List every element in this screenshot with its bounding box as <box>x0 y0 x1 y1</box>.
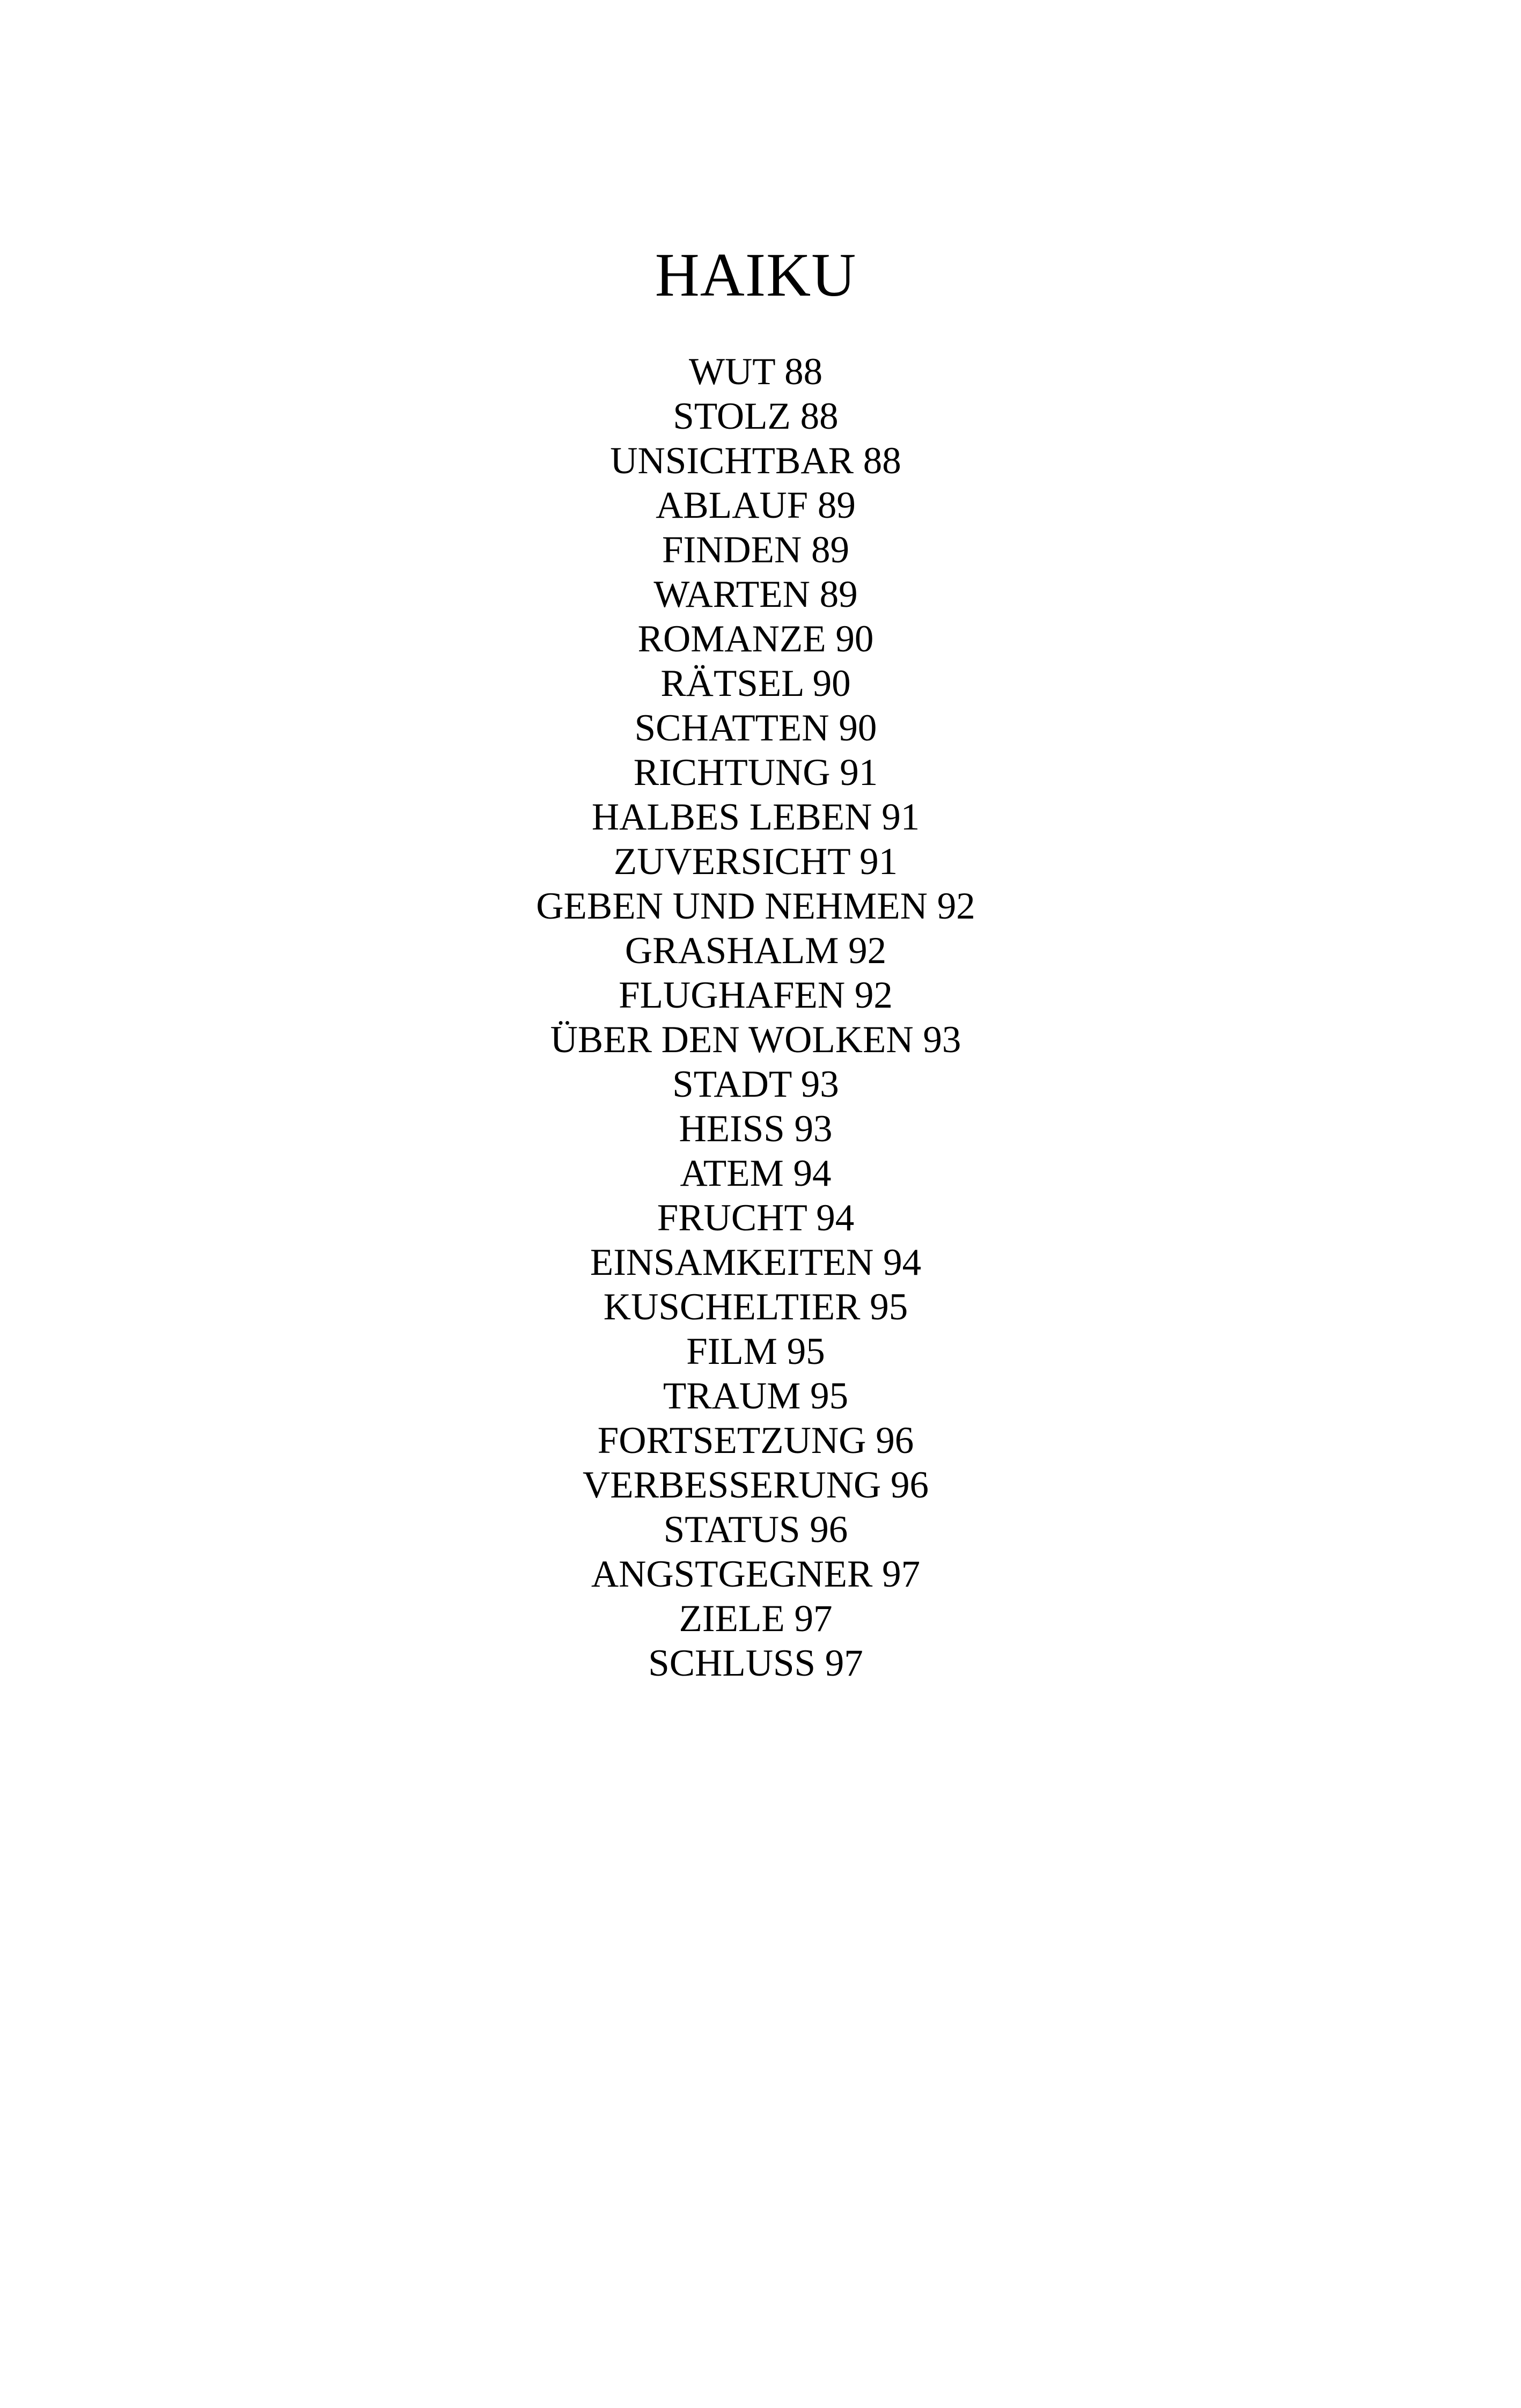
toc-entry <box>0 662 1511 706</box>
toc-entry-separator <box>785 1108 795 1150</box>
toc-entry <box>0 929 1511 973</box>
toc-entry <box>0 350 1511 394</box>
toc-entry <box>0 572 1511 617</box>
toc-entry-page-number: 97 <box>882 1553 921 1595</box>
toc-entry-separator <box>845 974 855 1016</box>
toc-entry <box>0 483 1511 528</box>
toc-entry <box>0 973 1511 1018</box>
toc-entry-page-number: 88 <box>784 351 823 393</box>
toc-entry-label: VERBESSERUNG <box>583 1464 881 1506</box>
toc-entry-separator <box>803 663 813 704</box>
toc-entry-page-number: 96 <box>810 1509 848 1551</box>
toc-entry-separator <box>800 1509 810 1551</box>
toc-entry-label: WARTEN <box>653 574 810 615</box>
toc-entry-page-number: 90 <box>812 663 851 704</box>
toc-entry-page-number: 92 <box>854 974 893 1016</box>
toc-entry-label: RICHTUNG <box>633 752 831 794</box>
toc-entry-page-number: 92 <box>937 885 975 927</box>
toc-entry-page-number: 89 <box>817 484 856 526</box>
toc-entry <box>0 1107 1511 1151</box>
toc-entry-label: FORTSETZUNG <box>597 1420 866 1462</box>
toc-entry-separator <box>808 484 818 526</box>
toc-entry <box>0 1062 1511 1107</box>
toc-entry-label: ATEM <box>680 1152 784 1194</box>
toc-entry-label: SCHATTEN <box>634 707 829 749</box>
toc-entry-page-number: 92 <box>848 930 887 972</box>
toc-entry <box>0 1463 1511 1508</box>
toc-entry-separator <box>831 752 840 794</box>
toc-entry-separator <box>775 351 784 393</box>
toc-entry-label: STOLZ <box>673 395 791 437</box>
toc-entry <box>0 528 1511 572</box>
toc-entry-separator <box>791 1063 801 1105</box>
toc-entry-separator <box>785 1598 795 1640</box>
toc-entry-page-number: 91 <box>881 796 920 838</box>
toc-entry-page-number: 93 <box>794 1108 833 1150</box>
toc-entry-separator <box>866 1420 876 1462</box>
toc-entry-separator <box>850 841 859 883</box>
toc-entry-separator <box>807 1197 817 1239</box>
toc-entry-label: GRASHALM <box>624 930 839 972</box>
toc-entry-page-number: 95 <box>870 1286 908 1328</box>
toc-entry-separator <box>810 574 820 615</box>
toc-entry-page-number: 97 <box>794 1598 833 1640</box>
toc-entry-separator <box>873 1242 883 1283</box>
toc-entry-separator <box>777 1331 787 1372</box>
toc-entry-page-number: 91 <box>840 752 878 794</box>
toc-entry-separator <box>872 1553 882 1595</box>
toc-entry-label: HALBES LEBEN <box>591 796 872 838</box>
toc-entry-page-number: 90 <box>839 707 877 749</box>
toc-entry-separator <box>872 796 881 838</box>
toc-entry-separator <box>881 1464 891 1506</box>
toc-entry-label: TRAUM <box>663 1375 801 1417</box>
toc-entry-page-number: 88 <box>863 440 901 482</box>
toc-entry-label: ÜBER DEN WOLKEN <box>550 1019 914 1061</box>
toc-entry <box>0 1419 1511 1463</box>
section-title: HAIKU <box>655 241 857 309</box>
toc-entry-page-number: 93 <box>923 1019 961 1061</box>
toc-entry <box>0 1641 1511 1686</box>
toc-entry-label: ZIELE <box>679 1598 785 1640</box>
table-of-contents <box>0 350 1511 1686</box>
toc-entry <box>0 439 1511 483</box>
toc-entry-separator <box>860 1286 870 1328</box>
toc-entry-page-number: 89 <box>811 529 850 571</box>
toc-entry-label: SCHLUSS <box>648 1642 815 1684</box>
toc-entry-page-number: 94 <box>816 1197 855 1239</box>
toc-entry-label: ROMANZE <box>637 618 826 660</box>
toc-entry-label: ZUVERSICHT <box>613 841 850 883</box>
toc-entry-page-number: 96 <box>876 1420 914 1462</box>
toc-entry <box>0 394 1511 439</box>
toc-entry <box>0 840 1511 884</box>
toc-entry-page-number: 89 <box>819 574 858 615</box>
toc-entry-page-number: 88 <box>800 395 839 437</box>
toc-entry-label: FILM <box>686 1331 777 1372</box>
toc-entry <box>0 1597 1511 1641</box>
toc-entry <box>0 1374 1511 1419</box>
toc-entry-separator <box>928 885 937 927</box>
toc-entry-page-number: 90 <box>835 618 874 660</box>
toc-entry <box>0 1285 1511 1330</box>
toc-entry-page-number: 95 <box>810 1375 849 1417</box>
toc-entry-page-number: 94 <box>883 1242 922 1283</box>
toc-entry <box>0 751 1511 795</box>
toc-entry <box>0 1240 1511 1285</box>
toc-entry-separator <box>784 1152 793 1194</box>
toc-entry-label: KUSCHELTIER <box>603 1286 861 1328</box>
toc-entry-separator <box>800 1375 810 1417</box>
toc-entry <box>0 617 1511 662</box>
toc-entry-separator <box>791 395 800 437</box>
toc-entry-label: WUT <box>688 351 775 393</box>
toc-entry-separator <box>914 1019 923 1061</box>
toc-entry-separator <box>815 1642 825 1684</box>
toc-entry <box>0 1196 1511 1240</box>
toc-entry-label: HEISS <box>679 1108 785 1150</box>
toc-entry-label: RÄTSEL <box>660 663 803 704</box>
toc-entry-label: FRUCHT <box>657 1197 807 1239</box>
toc-entry-label: FLUGHAFEN <box>619 974 846 1016</box>
toc-entry-label: STATUS <box>663 1509 800 1551</box>
toc-entry-page-number: 96 <box>891 1464 929 1506</box>
toc-entry-separator <box>826 618 836 660</box>
toc-entry-separator <box>802 529 811 571</box>
toc-entry-label: GEBEN UND NEHMEN <box>536 885 928 927</box>
toc-entry-page-number: 94 <box>793 1152 832 1194</box>
toc-entry-label: ABLAUF <box>656 484 809 526</box>
toc-entry <box>0 884 1511 929</box>
toc-entry <box>0 1330 1511 1374</box>
toc-entry-label: UNSICHTBAR <box>610 440 854 482</box>
toc-entry-page-number: 93 <box>800 1063 839 1105</box>
toc-entry-label: EINSAMKEITEN <box>590 1242 874 1283</box>
toc-entry <box>0 1151 1511 1196</box>
toc-entry-page-number: 95 <box>787 1331 825 1372</box>
toc-entry-label: STADT <box>672 1063 792 1105</box>
toc-entry <box>0 795 1511 840</box>
toc-entry <box>0 1508 1511 1552</box>
toc-entry-separator <box>854 440 863 482</box>
toc-entry-separator <box>839 930 848 972</box>
toc-entry-page-number: 91 <box>859 841 898 883</box>
toc-entry-separator <box>829 707 839 749</box>
toc-entry <box>0 1018 1511 1062</box>
toc-entry <box>0 706 1511 751</box>
toc-entry-page-number: 97 <box>825 1642 863 1684</box>
toc-entry <box>0 1552 1511 1597</box>
toc-entry-label: ANGSTGEGNER <box>591 1553 873 1595</box>
toc-entry-label: FINDEN <box>662 529 802 571</box>
